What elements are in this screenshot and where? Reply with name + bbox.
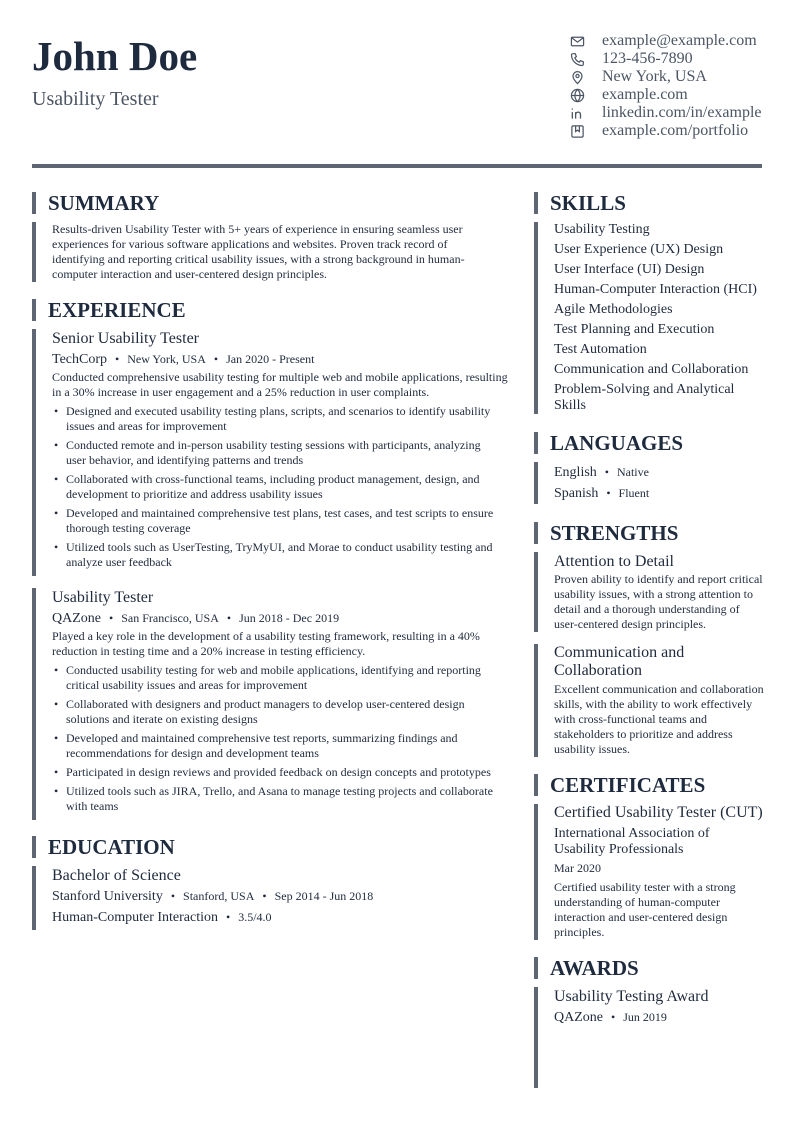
job-meta: QAZone • San Francisco, USA • Jun 2018 - Dec 2019 — [52, 611, 340, 626]
contact-phone[interactable] — [568, 50, 768, 68]
skill-item: Test Automation — [554, 342, 647, 357]
job-bullet: • Designed and executed usability testing plans, scripts, and scenarios to identify usability issues and areas for improvement — [52, 404, 500, 434]
strength-title: Communication and Collaboration — [554, 644, 685, 679]
header-divider — [32, 164, 762, 168]
skill-item: User Interface (UI) Design — [554, 262, 705, 277]
linkedin-icon — [568, 104, 602, 122]
education-heading: EDUCATION — [32, 836, 512, 858]
contact-email-text: example@example.com — [602, 32, 757, 49]
education-gpa: 3.5/4.0 — [238, 910, 272, 924]
education-field-row: Human-Computer Interaction • 3.5/4.0 — [52, 910, 272, 925]
job-bullet: • Participated in design reviews and provided feedback on design concepts and prototypes — [52, 765, 500, 780]
job-bullet: • Developed and maintained comprehensive test plans, test cases, and test scripts to ensure thorough testing coverage — [52, 506, 500, 536]
education-location: Stanford, USA — [183, 889, 255, 903]
language-level: Native — [616, 465, 649, 479]
strength-entry — [534, 644, 764, 757]
contact-website-text: example.com — [602, 86, 688, 103]
left-column — [32, 192, 512, 930]
certificate-name: Certified Usability Tester (CUT) — [554, 804, 763, 821]
certificate-issuer: International Association of Usability Professionals — [554, 826, 710, 857]
strengths-heading: STRENGTHS — [534, 522, 764, 544]
languages-section — [534, 432, 764, 504]
education-meta: Stanford University • Stanford, USA • Sep 2014 - Jun 2018 — [52, 889, 374, 904]
bookmark-icon — [568, 122, 602, 140]
job-bullet: • Collaborated with designers and product managers to develop user-centered design solutions and iterate on existing designs — [52, 697, 500, 727]
location-icon — [568, 68, 602, 86]
job-bullet: • Conducted usability testing for web and mobile applications, identifying and reporting critical usability issues and areas for improvement — [52, 663, 500, 693]
skills-section — [534, 192, 764, 414]
candidate-name: John Doe — [32, 33, 198, 79]
contact-linkedin-text: linkedin.com/in/example — [602, 104, 762, 121]
strength-text: Proven ability to identify and report critical usability issues, with a strong attention to detail and a thorough understanding of user-centered design principles. — [554, 572, 763, 631]
contact-phone-text: 123-456-7890 — [602, 50, 693, 67]
job-bullet: • Collaborated with cross-functional teams, including product management, design, and development to prioritize and address usability issues — [52, 472, 500, 502]
strengths-section — [534, 522, 764, 757]
languages-list — [534, 462, 764, 504]
education-field: Human-Computer Interaction — [52, 910, 219, 925]
skill-item: Agile Methodologies — [554, 302, 673, 317]
strength-text: Excellent communication and collaboration skills, with the ability to work effectively with cross-functional teams and stakeholders to prioritize and address usability issues. — [554, 682, 764, 756]
experience-section — [32, 299, 512, 820]
skill-item: Communication and Collaboration — [554, 362, 749, 377]
award-issuer: QAZone — [554, 1010, 603, 1025]
language-item: English • Native — [554, 465, 649, 480]
skill-item: Problem-Solving and Analytical Skills — [554, 382, 735, 413]
job-entry — [32, 329, 512, 576]
job-company: TechCorp — [52, 352, 108, 367]
right-column — [534, 192, 764, 1088]
contact-portfolio[interactable] — [568, 122, 768, 140]
job-role: Senior Usability Tester — [52, 330, 200, 347]
job-summary: Played a key role in the development of a usability testing framework, resulting in a 40% reduction in testing time and a 20% increase in testing efficiency. — [52, 629, 480, 658]
globe-icon — [568, 86, 602, 104]
language-name: Spanish — [554, 486, 599, 501]
summary-heading: SUMMARY — [32, 192, 512, 214]
job-bullet: • Conducted remote and in-person usability testing sessions with participants, analyzing user behavior, and identifying patterns and trends — [52, 438, 500, 468]
education-degree: Bachelor of Science — [52, 867, 181, 884]
contact-website[interactable] — [568, 86, 768, 104]
certificate-entry — [534, 804, 764, 940]
contact-email[interactable] — [568, 32, 768, 50]
job-role: Usability Tester — [52, 589, 154, 606]
job-bullets — [52, 404, 512, 570]
candidate-title: Usability Tester — [32, 88, 159, 110]
certificate-text: Certified usability tester with a strong understanding of human-computer interaction and user-centered design principles. — [554, 880, 736, 939]
award-name: Usability Testing Award — [554, 988, 709, 1005]
skill-item: Human-Computer Interaction (HCI) — [554, 282, 757, 297]
certificates-section — [534, 774, 764, 940]
skill-item: Usability Testing — [554, 222, 650, 237]
education-entry — [32, 866, 512, 930]
education-section — [32, 836, 512, 930]
contact-location-text: New York, USA — [602, 68, 707, 85]
summary-text: Results-driven Usability Tester with 5+ years of experience in ensuring seamless user experiences for various software applications and websites. Proven track record of identifying and reporting critical usability issues, with a strong background in human-computer interaction and user-centered design principles. — [52, 222, 465, 281]
awards-section — [534, 957, 764, 1088]
award-date: Jun 2019 — [623, 1010, 667, 1024]
job-bullet: • Utilized tools such as UserTesting, TryMyUI, and Morae to conduct usability testing and analyze user feedback — [52, 540, 500, 570]
job-meta: TechCorp • New York, USA • Jan 2020 - Present — [52, 352, 315, 367]
experience-heading: EXPERIENCE — [32, 299, 512, 321]
education-dates: Sep 2014 - Jun 2018 — [274, 889, 374, 903]
education-school: Stanford University — [52, 889, 163, 904]
skills-list — [534, 222, 764, 414]
skill-item: User Experience (UX) Design — [554, 242, 724, 257]
contact-linkedin[interactable] — [568, 104, 768, 122]
languages-heading: LANGUAGES — [534, 432, 764, 454]
skills-heading: SKILLS — [534, 192, 764, 214]
job-location: San Francisco, USA — [121, 611, 219, 625]
contact-portfolio-text: example.com/portfolio — [602, 122, 749, 139]
award-entry — [534, 987, 764, 1088]
job-dates: Jun 2018 - Dec 2019 — [239, 611, 340, 625]
language-name: English — [554, 465, 597, 480]
job-entry — [32, 588, 512, 820]
mail-icon — [568, 32, 602, 50]
contact-list — [568, 32, 768, 140]
strength-title: Attention to Detail — [554, 553, 674, 570]
contact-location — [568, 68, 768, 86]
job-bullets — [52, 663, 512, 814]
language-level: Fluent — [618, 486, 650, 500]
certificates-heading: CERTIFICATES — [534, 774, 764, 796]
job-bullet: • Utilized tools such as JIRA, Trello, and Asana to manage testing projects and collaborate with teams — [52, 784, 500, 814]
certificate-date: Mar 2020 — [554, 861, 601, 875]
summary-body — [32, 222, 512, 282]
job-bullet: • Developed and maintained comprehensive test reports, summarizing findings and recommendations for design and development teams — [52, 731, 500, 761]
strength-entry — [534, 552, 764, 632]
resume-header — [32, 0, 762, 168]
job-dates: Jan 2020 - Present — [226, 352, 315, 366]
job-location: New York, USA — [127, 352, 206, 366]
summary-section — [32, 192, 512, 282]
job-summary: Conducted comprehensive usability testing for multiple web and mobile applications, resulting in a 30% increase in user engagement and a 25% reduction in user complaints. — [52, 370, 508, 399]
language-item: Spanish • Fluent — [554, 486, 650, 501]
awards-heading: AWARDS — [534, 957, 764, 979]
job-company: QAZone — [52, 611, 101, 626]
phone-icon — [568, 50, 602, 68]
skill-item: Test Planning and Execution — [554, 322, 715, 337]
award-meta: QAZone • Jun 2019 — [554, 1010, 667, 1025]
